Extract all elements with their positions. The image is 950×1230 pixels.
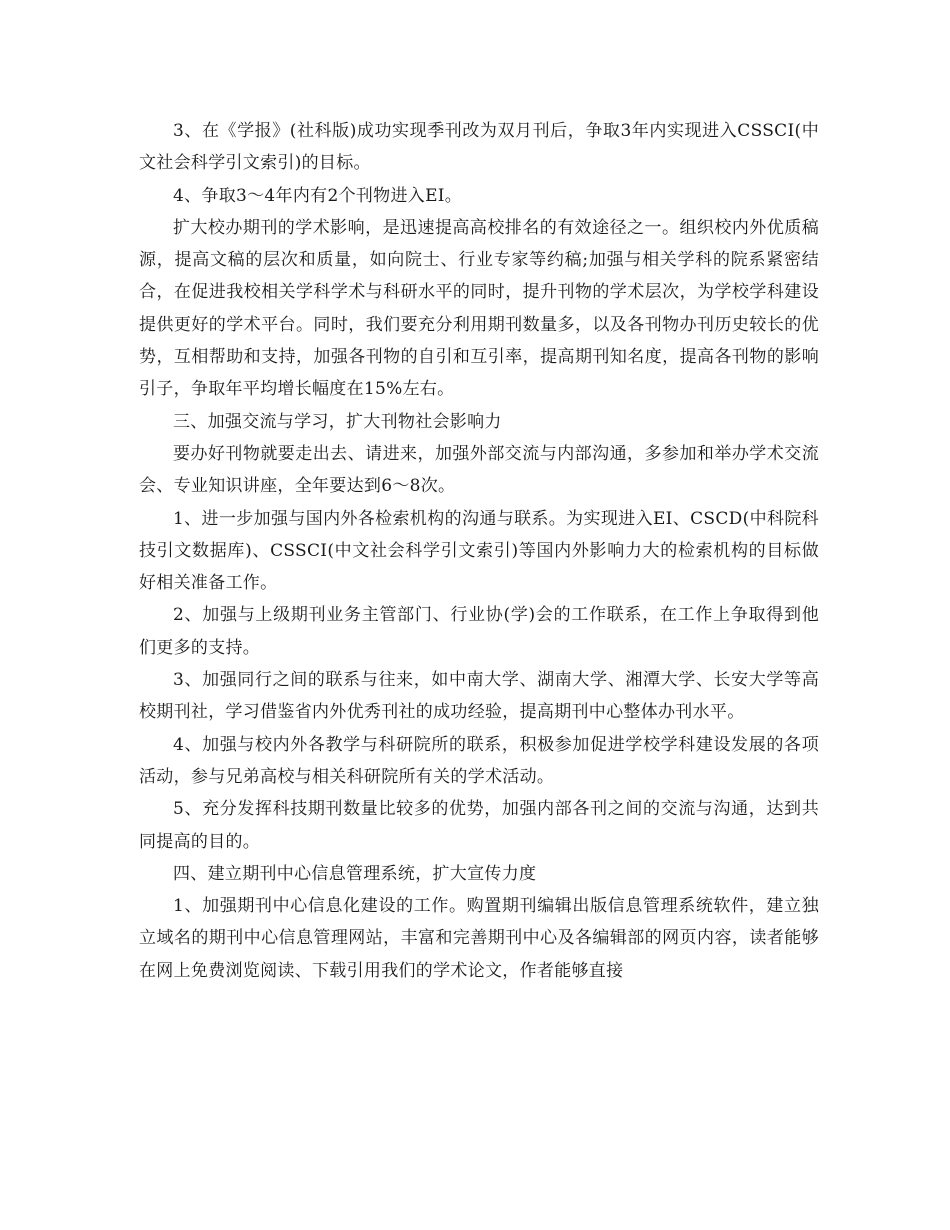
- paragraph-exchange-item1: 1、进一步加强与国内外各检索机构的沟通与联系。为实现进入EI、CSCD(中科院科技引文数据库)、CSSCI(中文社会科学引文索引)等国内外影响力大的检索机构的目标做好相关准备工作。: [139, 508, 819, 594]
- paragraph-exchange-intro: 要办好刊物就要走出去、请进来，加强外部交流与内部沟通，多参加和举办学术交流会、专业知识讲座，全年要达到6～8次。: [139, 443, 819, 497]
- document-body: [139, 115, 819, 987]
- section-heading-info-system: 四、建立期刊中心信息管理系统，扩大宣传力度: [173, 863, 537, 884]
- paragraph-exchange-item3: 3、加强同行之间的联系与往来，如中南大学、湖南大学、湘潭大学、长安大学等高校期刊社，学习借鉴省内外优秀刊社的成功经验，提高期刊中心整体办刊水平。: [139, 670, 819, 723]
- paragraph-exchange-item5: 5、充分发挥科技期刊数量比较多的优势，加强内部各刊之间的交流与沟通，达到共同提高的目的。: [139, 799, 819, 852]
- paragraph-exchange-item2: 2、加强与上级期刊业务主管部门、行业协(学)会的工作联系，在工作上争取得到他们更多的支持。: [139, 605, 819, 658]
- paragraph-info-system-item1: 1、加强期刊中心信息化建设的工作。购置期刊编辑出版信息管理系统软件，建立独立域名的期刊中心信息管理网站，丰富和完善期刊中心及各编辑部的网页内容，读者能够在网上免费浏览阅读、下载引用我们的学术论文，作者能够直接: [139, 896, 819, 981]
- paragraph-exchange-item4: 4、加强与校内外各教学与科研院所的联系，积极参加促进学校学科建设发展的各项活动，参与兄弟高校与相关科研院所有关的学术活动。: [139, 734, 819, 787]
- paragraph-academic-influence: 扩大校办期刊的学术影响，是迅速提高高校排名的有效途径之一。组织校内外优质稿源，提高文稿的层次和质量，如向院士、行业专家等约稿;加强与相关学科的院系紧密结合，在促进我校相关学科学术与科研水平的同时，提升刊物的学术层次，为学校学科建设提供更好的学术平台。同时，我们要充分利用期刊数量多，以及各刊物办刊历史较长的优势，互相帮助和支持，加强各刊物的自引和互引率，提高期刊知名度，提高各刊物的影响引子，争取年平均增长幅度在15%左右。: [139, 217, 819, 400]
- paragraph-item3-journal-cssci: 3、在《学报》(社科版)成功实现季刊改为双月刊后，争取3年内实现进入CSSCI(中文社会科学引文索引)的目标。: [139, 121, 819, 174]
- section-heading-exchange: 三、加强交流与学习，扩大刊物社会影响力: [173, 411, 502, 432]
- paragraph-item4-ei-goal: 4、争取3～4年内有2个刊物进入EI。: [173, 185, 463, 206]
